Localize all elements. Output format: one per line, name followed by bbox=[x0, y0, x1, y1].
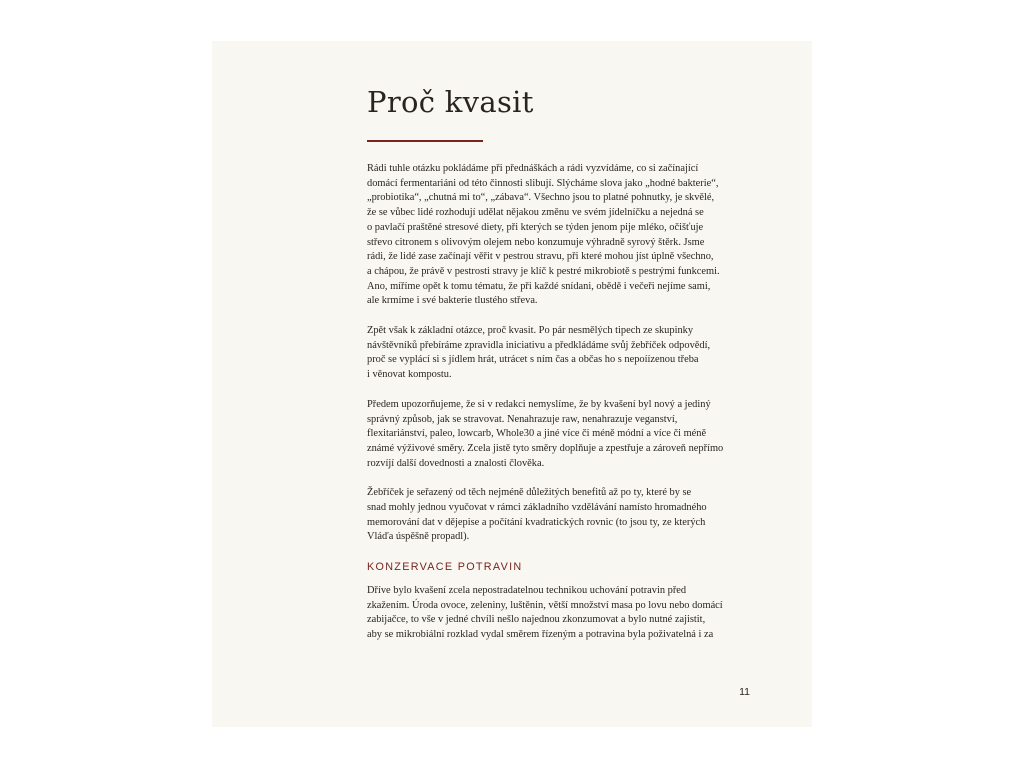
text-line: zabijačce, to vše v jedné chvíli nešlo najednou zkonzumovat a bylo nutné zajistit, bbox=[367, 614, 706, 626]
text-line: o pavlačí praštěné stresové diety, při kterých se týden jenom pije mléko, očišťuje bbox=[367, 221, 704, 233]
paragraph-2 bbox=[367, 324, 762, 383]
text-line: aby se mikrobiální rozklad vydal směrem řízeným a potravina byla poživatelná i za bbox=[367, 628, 714, 640]
text-line: střevo citronem s olivovým olejem nebo konzumuje výhradně syrový štěrk. Jsme bbox=[367, 236, 705, 248]
text-line: Ano, míříme opět k tomu tématu, že při každé snídani, obědě i večeři nejíme sami, bbox=[367, 280, 711, 292]
text-line: Zpět však k základní otázce, proč kvasit. Po pár nesmělých tipech ze skupinky bbox=[367, 325, 694, 337]
text-line: rozvíjí další dovednosti a znalosti člověka. bbox=[367, 457, 545, 469]
book-page bbox=[212, 41, 812, 727]
text-line: rádi, že lidé zase začínají věřit v pestrou stravu, při které mohou jíst úplně všechno, bbox=[367, 251, 714, 263]
page-title: Proč kvasit bbox=[367, 85, 534, 119]
text-line: Vláďa úspěšně propadl). bbox=[367, 531, 470, 543]
text-line: proč se vyplácí si s jídlem hrát, utrácet s ním čas a občas ho s nepoíízenou třeba bbox=[367, 354, 699, 366]
paragraph-3 bbox=[367, 398, 762, 472]
text-line: memorování dat v dějepise a počítání kvadratických rovnic (to jsou ty, ze kterých bbox=[367, 516, 706, 528]
title-underline bbox=[367, 140, 483, 142]
text-line: že se vůbec lidé rozhodují udělat nějakou změnu ve svém jídelníčku a nejedná se bbox=[367, 207, 704, 219]
text-line: správný způsob, jak se stravovat. Nenahrazuje raw, nenahrazuje veganství, bbox=[367, 413, 678, 425]
body-text bbox=[367, 162, 762, 658]
text-line: flexitariánství, paleo, lowcarb, Whole30 a jiné více či méně módní a více či méně bbox=[367, 428, 707, 440]
text-line: Dříve bylo kvašení zcela nepostradatelnou technikou uchování potravin před bbox=[367, 584, 687, 596]
text-line: zkažením. Úroda ovoce, zeleniny, luštěnin, větší množství masa po lovu nebo domácí bbox=[367, 599, 723, 611]
text-line: ale krmíme i své bakterie tlustého střeva. bbox=[367, 295, 538, 307]
section-paragraph bbox=[367, 584, 762, 643]
paragraph-1 bbox=[367, 162, 762, 309]
section-heading: KONZERVACE POTRAVIN bbox=[367, 561, 523, 574]
page-number: 11 bbox=[739, 686, 750, 698]
text-line: „probiotika“, „chutná mi to“, „zábava“. Všechno jsou to platné pohnutky, je skvělé, bbox=[367, 192, 715, 204]
text-line: Žebříček je seřazený od těch nejméně důležitých benefitů až po ty, které by se bbox=[367, 487, 692, 499]
text-line: Rádi tuhle otázku pokládáme při přednáškách a rádi vyzvídáme, co si začínající bbox=[367, 163, 699, 174]
text-line: Předem upozorňujeme, že si v redakci nemyslíme, že by kvašení byl nový a jediný bbox=[367, 398, 711, 410]
text-line: domácí fermentariáni od této činnosti slibují. Slýcháme slova jako „hodné bakterie“, bbox=[367, 177, 719, 189]
text-line: i věnovat kompostu. bbox=[367, 369, 452, 381]
paragraph-4 bbox=[367, 486, 762, 545]
text-line: návštěvníků přebíráme zpravidla iniciativu a předkládáme svůj žebříček odpovědí, bbox=[367, 339, 711, 351]
text-line: známé výživové směry. Zcela jistě tyto směry doplňuje a zpestřuje a zároveň nepřímo bbox=[367, 442, 724, 454]
text-line: snad mohly jednou vyučovat v rámci základního vzdělávání namísto hromadného bbox=[367, 502, 707, 514]
text-line: a chápou, že právě v pestrosti stravy je klíč k pestré mikrobiotě s pestrými funkcemi. bbox=[367, 265, 720, 277]
